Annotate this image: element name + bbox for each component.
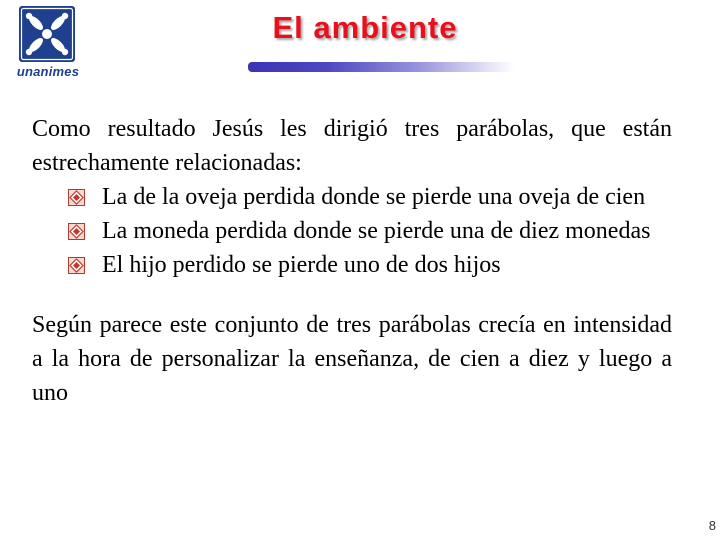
logo-text: unanimes [16, 64, 80, 79]
list-item-text: La moneda perdida donde se pierde una de diez monedas [102, 218, 651, 244]
conclusion-paragraph: Según parece este conjunto de tres parábolas crecía en intensidad a la hora de personalizar la enseñanza, de cien a diez y luego a uno [32, 312, 672, 406]
title-underline-bar [248, 62, 514, 72]
list-item-text: El hijo perdido se pierde uno de dos hijos [102, 252, 501, 278]
diamond-bullet-icon [68, 257, 85, 274]
list-item [32, 180, 672, 214]
parable-list [32, 180, 672, 282]
unanimes-logo-mark [19, 6, 75, 62]
diamond-bullet-icon [68, 223, 85, 240]
intro-paragraph: Como resultado Jesús les dirigió tres parábolas, que están estrechamente relacionadas: [32, 116, 672, 176]
list-item-text: La de la oveja perdida donde se pierde una oveja de cien [102, 184, 646, 210]
list-item [32, 214, 672, 248]
slide-content [32, 112, 672, 410]
diamond-bullet-icon [68, 189, 85, 206]
list-item [32, 248, 672, 282]
unanimes-logo [8, 4, 84, 80]
slide-title: El ambiente [272, 10, 458, 45]
page-number: 8 [708, 518, 716, 533]
